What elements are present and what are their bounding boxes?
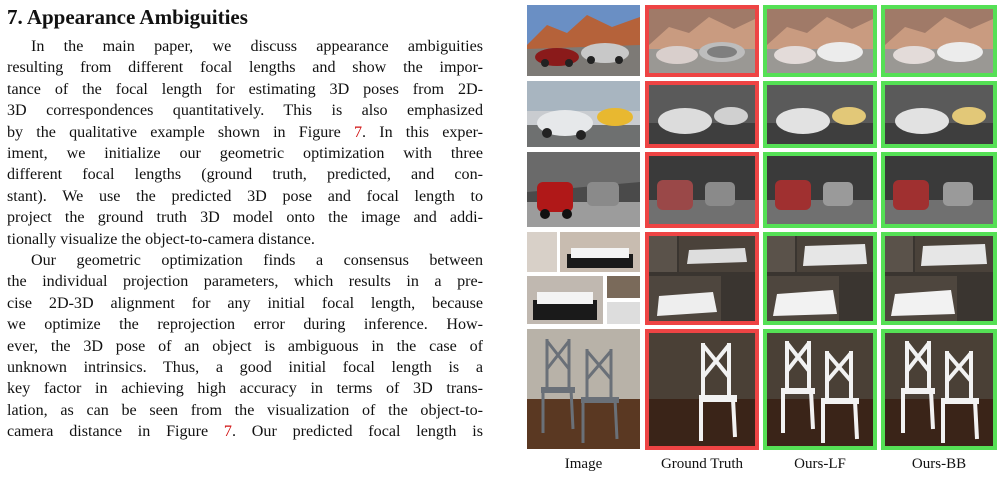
image-chairs xyxy=(527,329,640,449)
section-title: 7. Appearance Ambiguities xyxy=(7,5,248,29)
ours-lf-chairs xyxy=(763,329,877,450)
text-line: different focal lengths (ground truth, predicted, and con- xyxy=(7,166,483,184)
text-line: we optimize the reprojection error during inference. How- xyxy=(7,316,483,334)
ground-truth-chairs xyxy=(645,329,759,450)
ours-bb-cars-red-suv xyxy=(881,152,997,228)
ours-lf-cars-mountain xyxy=(763,5,877,77)
image-cars-mountain xyxy=(527,5,640,76)
text-line: Our geometric optimization finds a consensus between xyxy=(31,252,483,269)
text-line-with-ref xyxy=(7,122,483,143)
text-line: In the main paper, we discuss appearance ambiguities xyxy=(31,38,483,55)
figure-ref-link[interactable]: 7 xyxy=(223,423,232,441)
ours-lf-beds xyxy=(763,232,877,325)
column-label-ours-bb: Ours-BB xyxy=(911,456,967,472)
text-line: tance of the focal length for estimating 3D poses from 2D- xyxy=(7,80,483,98)
text-fragment: . Our predicted focal length is xyxy=(231,423,484,441)
text-line-with-ref xyxy=(7,421,483,442)
column-label-image: Image xyxy=(564,456,603,472)
ground-truth-beds xyxy=(645,232,759,325)
text-line: project the ground truth 3D model onto the image and addi- xyxy=(7,209,483,227)
text-line: resulting from different focal lengths and show the impor- xyxy=(7,59,483,77)
text-fragment: . In this exper- xyxy=(362,123,484,141)
text-line: key factor in achieving high accuracy in terms of 3D trans- xyxy=(7,380,483,398)
text-line: ever, the 3D pose of an object is ambiguous in the case of xyxy=(7,337,483,355)
text-line: tionally visualize the object-to-camera distance. xyxy=(7,230,315,248)
text-line: the individual projection parameters, which results in a pre- xyxy=(7,273,483,291)
figure-grid xyxy=(527,5,997,475)
ours-bb-cars-mountain xyxy=(881,5,997,77)
ours-lf-cars-white-yellow xyxy=(763,81,877,148)
ground-truth-cars-mountain xyxy=(645,5,759,77)
ground-truth-cars-red-suv xyxy=(645,152,759,228)
text-line: stant). We use the predicted 3D pose and focal length to xyxy=(7,187,483,205)
image-beds xyxy=(527,232,640,324)
column-label-ground-truth: Ground Truth xyxy=(660,456,744,472)
text-line: unknown intrinsics. Thus, a good initial focal length is a xyxy=(7,359,483,377)
ours-bb-cars-white-yellow xyxy=(881,81,997,148)
text-line: lation, as can be seen from the visualization of the object-to- xyxy=(7,401,483,419)
text-fragment: by the qualitative example shown in Figure xyxy=(7,123,354,141)
ours-bb-chairs xyxy=(881,329,997,450)
ours-bb-beds xyxy=(881,232,997,325)
paragraph-2 xyxy=(7,250,483,443)
paragraph-1 xyxy=(7,36,483,250)
figure-ref-link[interactable]: 7 xyxy=(353,123,363,141)
text-fragment: camera distance in Figure xyxy=(7,423,224,441)
ours-lf-cars-red-suv xyxy=(763,152,877,228)
column-label-ours-lf: Ours-LF xyxy=(794,456,846,472)
image-cars-white-yellow xyxy=(527,81,640,147)
text-line: iment, we initialize our geometric optimization with three xyxy=(7,145,483,163)
text-line: cise 2D-3D alignment for any initial focal length, because xyxy=(7,294,483,312)
image-cars-red-suv xyxy=(527,152,640,227)
text-line: 3D correspondences quantitatively. This is also emphasized xyxy=(7,102,483,120)
ground-truth-cars-white-yellow xyxy=(645,81,759,148)
